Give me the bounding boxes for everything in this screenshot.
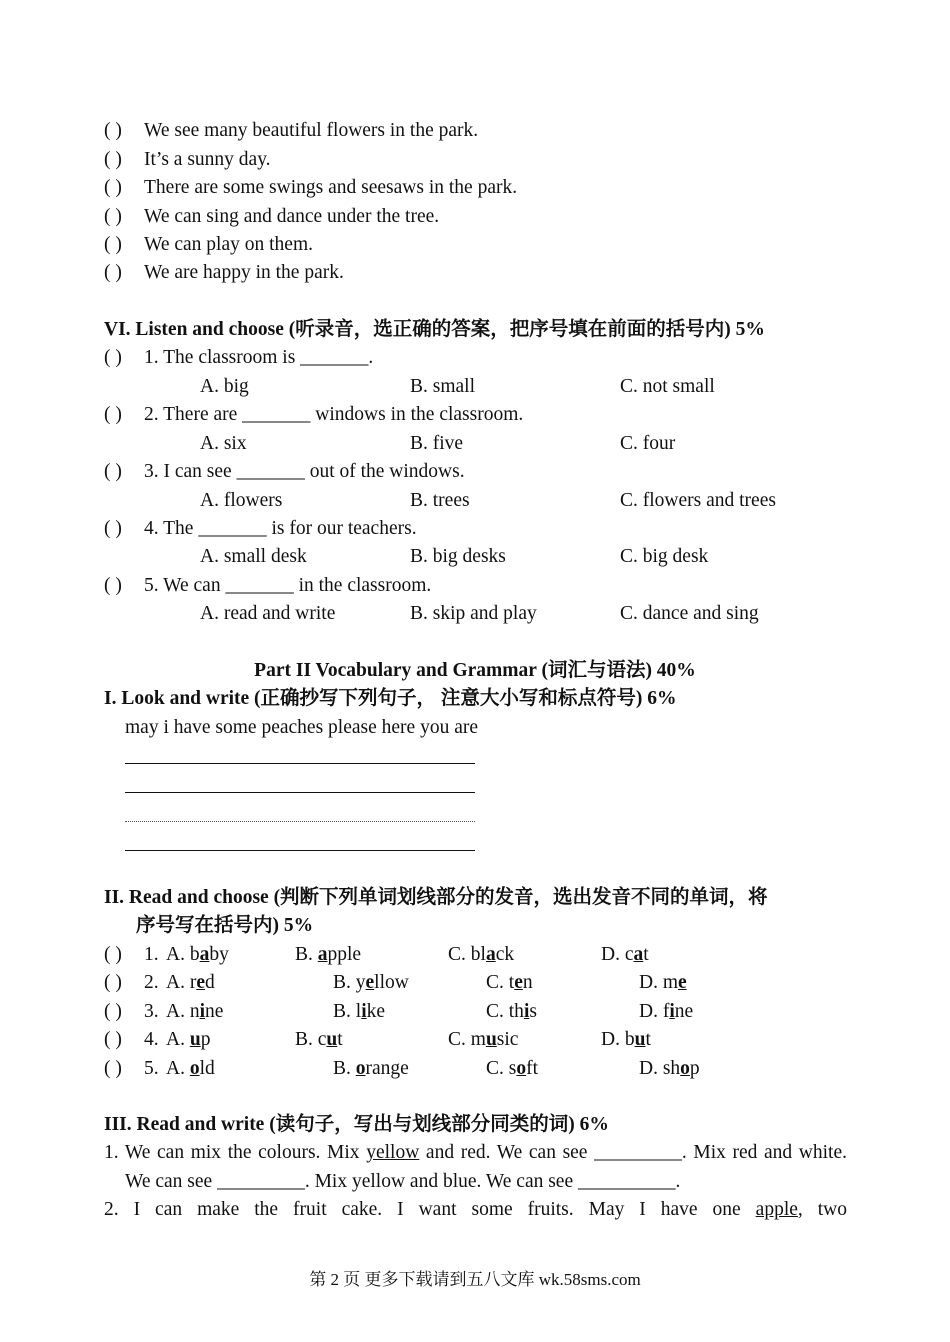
table-row: ( ) 2.	[104, 969, 159, 997]
choice-b: B. cut	[295, 1029, 343, 1050]
list-item: ( ) We can play on them.	[104, 231, 313, 259]
option-b: B. trees	[410, 490, 470, 511]
choice-d: D. cat	[601, 944, 649, 965]
option-b: B. small	[410, 376, 476, 397]
choice-c: C. music	[448, 1029, 519, 1050]
section-ii-title-cont: 序号写在括号内) 5%	[136, 915, 314, 936]
choice-d: D. but	[601, 1029, 651, 1050]
writing-line[interactable]	[125, 850, 475, 851]
answer-bracket[interactable]: ( )	[104, 177, 122, 198]
answer-bracket[interactable]: ( )	[104, 518, 122, 539]
option-a: A. big	[200, 376, 249, 397]
option-c: C. dance and sing	[620, 603, 759, 624]
choice-b: B. yellow	[333, 972, 409, 993]
list-item: ( ) We can sing and dance under the tree.	[104, 203, 439, 231]
choice-b: B. apple	[295, 944, 362, 965]
writing-guide-line	[125, 821, 475, 822]
choice-a: A. old	[166, 1058, 215, 1079]
answer-bracket[interactable]: ( )	[104, 575, 122, 596]
choice-c: C. black	[448, 944, 515, 965]
option-b: B. five	[410, 433, 464, 454]
choice-d: D. me	[639, 972, 687, 993]
copy-sentence: may i have some peaches please here you are	[125, 717, 478, 738]
question-stem: ( ) 5. We can _______ in the classroom.	[104, 572, 431, 600]
answer-bracket[interactable]: ( )	[104, 234, 122, 255]
choice-a: A. nine	[166, 1001, 224, 1022]
option-a: A. six	[200, 433, 247, 454]
answer-bracket[interactable]: ( )	[104, 461, 122, 482]
section-ii-title: II. Read and choose (判断下列单词划线部分的发音，选出发音不同的单词，将	[104, 887, 768, 908]
option-c: C. four	[620, 433, 676, 454]
answer-bracket[interactable]: ( )	[104, 262, 122, 283]
section-vi-title: VI. Listen and choose (听录音，选正确的答案，把序号填在前面的括号内) 5%	[104, 319, 765, 340]
part-ii-title: Part II Vocabulary and Grammar (词汇与语法) 40%	[254, 660, 696, 681]
question-1: 1. We can mix the colours. Mix yellow and red. We can see _________. Mix red and white. We can see _________. Mix yellow and blue. We can see __________.	[104, 1142, 848, 1192]
option-c: C. flowers and trees	[620, 490, 776, 511]
answer-bracket[interactable]: ( )	[104, 1001, 122, 1022]
table-row: ( ) 5.	[104, 1055, 159, 1083]
answer-bracket[interactable]: ( )	[104, 1029, 122, 1050]
list-item: ( ) There are some swings and seesaws in the park.	[104, 174, 517, 202]
option-a: A. read and write	[200, 603, 336, 624]
list-item: ( ) We are happy in the park.	[104, 259, 344, 287]
option-b: B. skip and play	[410, 603, 537, 624]
writing-line[interactable]	[125, 763, 475, 764]
list-item: ( ) We see many beautiful flowers in the park.	[104, 117, 478, 145]
choice-b: B. like	[333, 1001, 386, 1022]
question-stem: ( ) 3. I can see _______ out of the windows.	[104, 458, 465, 486]
option-a: A. small desk	[200, 546, 307, 567]
choice-b: B. orange	[333, 1058, 409, 1079]
choice-c: C. this	[486, 1001, 537, 1022]
table-row: ( ) 1.	[104, 941, 159, 969]
section-i-title: I. Look and write (正确抄写下列句子， 注意大小写和标点符号) 6%	[104, 688, 677, 709]
answer-bracket[interactable]: ( )	[104, 944, 122, 965]
choice-c: C. ten	[486, 972, 533, 993]
option-c: C. not small	[620, 376, 715, 397]
question-stem: ( ) 4. The _______ is for our teachers.	[104, 515, 417, 543]
page-footer: 第 2 页 更多下载请到五八文库 wk.58sms.com	[309, 1270, 641, 1289]
answer-bracket[interactable]: ( )	[104, 972, 122, 993]
answer-bracket[interactable]: ( )	[104, 347, 122, 368]
answer-bracket[interactable]: ( )	[104, 120, 122, 141]
table-row: ( ) 3.	[104, 998, 159, 1026]
choice-a: A. up	[166, 1029, 211, 1050]
option-b: B. big desks	[410, 546, 506, 567]
answer-bracket[interactable]: ( )	[104, 206, 122, 227]
choice-c: C. soft	[486, 1058, 539, 1079]
choice-d: D. shop	[639, 1058, 700, 1079]
answer-bracket[interactable]: ( )	[104, 149, 122, 170]
question-2: 2. I can make the fruit cake. I want some fruits. May I have one apple, two	[104, 1199, 847, 1220]
option-c: C. big desk	[620, 546, 709, 567]
choice-a: A. red	[166, 972, 215, 993]
list-item: ( ) It’s a sunny day.	[104, 146, 271, 174]
question-stem: ( ) 2. There are _______ windows in the classroom.	[104, 401, 523, 429]
answer-bracket[interactable]: ( )	[104, 404, 122, 425]
choice-a: A. baby	[166, 944, 229, 965]
writing-line[interactable]	[125, 792, 475, 793]
table-row: ( ) 4.	[104, 1026, 159, 1054]
choice-d: D. fine	[639, 1001, 694, 1022]
section-iii-title: III. Read and write (读句子，写出与划线部分同类的词) 6%	[104, 1114, 609, 1135]
answer-bracket[interactable]: ( )	[104, 1058, 122, 1079]
question-stem: ( ) 1. The classroom is _______.	[104, 344, 373, 372]
option-a: A. flowers	[200, 490, 283, 511]
